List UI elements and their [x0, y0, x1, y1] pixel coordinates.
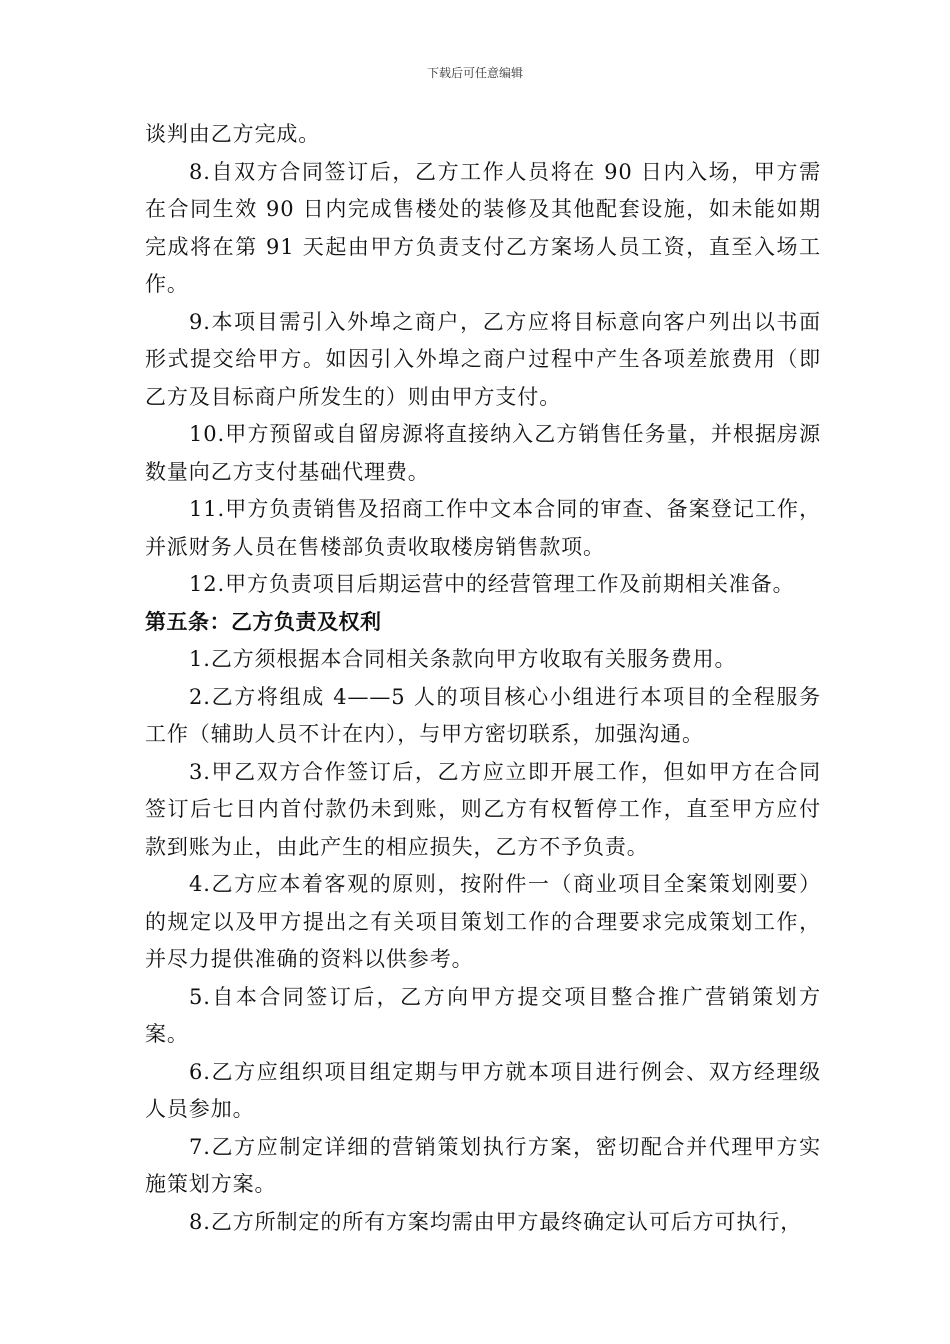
clause-5-6: 6.乙方应组织项目组定期与甲方就本项目进行例会、双方经理级人员参加。 [145, 1059, 821, 1121]
clause-4-11: 11.甲方负责销售及招商工作中文本合同的审查、备案登记工作，并派财务人员在售楼部负责收取楼房销售款项。 [145, 497, 821, 559]
page-header: 下载后可任意编辑 [426, 66, 523, 80]
clause-4-9: 9.本项目需引入外埠之商户，乙方应将目标意向客户列出以书面形式提交给甲方。如因引入外埠之商户过程中产生各项差旅费用（即乙方及目标商户所发生的）则由甲方支付。 [145, 309, 821, 409]
clause-4-12: 12.甲方负责项目后期运营中的经营管理工作及前期相关准备。 [189, 572, 795, 596]
clause-5-3: 3.甲乙双方合作签订后，乙方应立即开展工作，但如甲方在合同签订后七日内首付款仍未到账，则乙方有权暂停工作，直至甲方应付款到账为止，由此产生的相应损失，乙方不予负责。 [145, 759, 821, 859]
clause-5-2: 2.乙方将组成 4——5 人的项目核心小组进行本项目的全程服务工作（辅助人员不计在内），与甲方密切联系，加强沟通。 [145, 684, 821, 746]
clause-5-5: 5.自本合同签订后，乙方向甲方提交项目整合推广营销策划方案。 [145, 984, 821, 1046]
clause-4-8: 8.自双方合同签订后，乙方工作人员将在 90 日内入场，甲方需在合同生效 90 日内完成售楼处的装修及其他配套设施，如未能如期完成将在第 91 天起由甲方负责支付乙方案场人员工资，直至入场工作。 [145, 159, 821, 296]
clause-5-1: 1.乙方须根据本合同相关条款向甲方收取有关服务费用。 [189, 647, 737, 671]
paragraph-continuation: 谈判由乙方完成。 [145, 122, 321, 146]
clause-5-7: 7.乙方应制定详细的营销策划执行方案，密切配合并代理甲方实施策划方案。 [145, 1134, 821, 1196]
clause-4-10: 10.甲方预留或自留房源将直接纳入乙方销售任务量，并根据房源数量向乙方支付基础代理费。 [145, 422, 821, 484]
section-heading-article-5: 第五条：乙方负责及权利 [145, 609, 382, 634]
document-body [145, 116, 821, 1241]
clause-5-8: 8.乙方所制定的所有方案均需由甲方最终确定认可后方可执行， [189, 1209, 803, 1234]
clause-5-4: 4.乙方应本着客观的原则，按附件一（商业项目全案策划刚要）的规定以及甲方提出之有关项目策划工作的合理要求完成策划工作，并尽力提供准确的资料以供参考。 [145, 872, 821, 971]
